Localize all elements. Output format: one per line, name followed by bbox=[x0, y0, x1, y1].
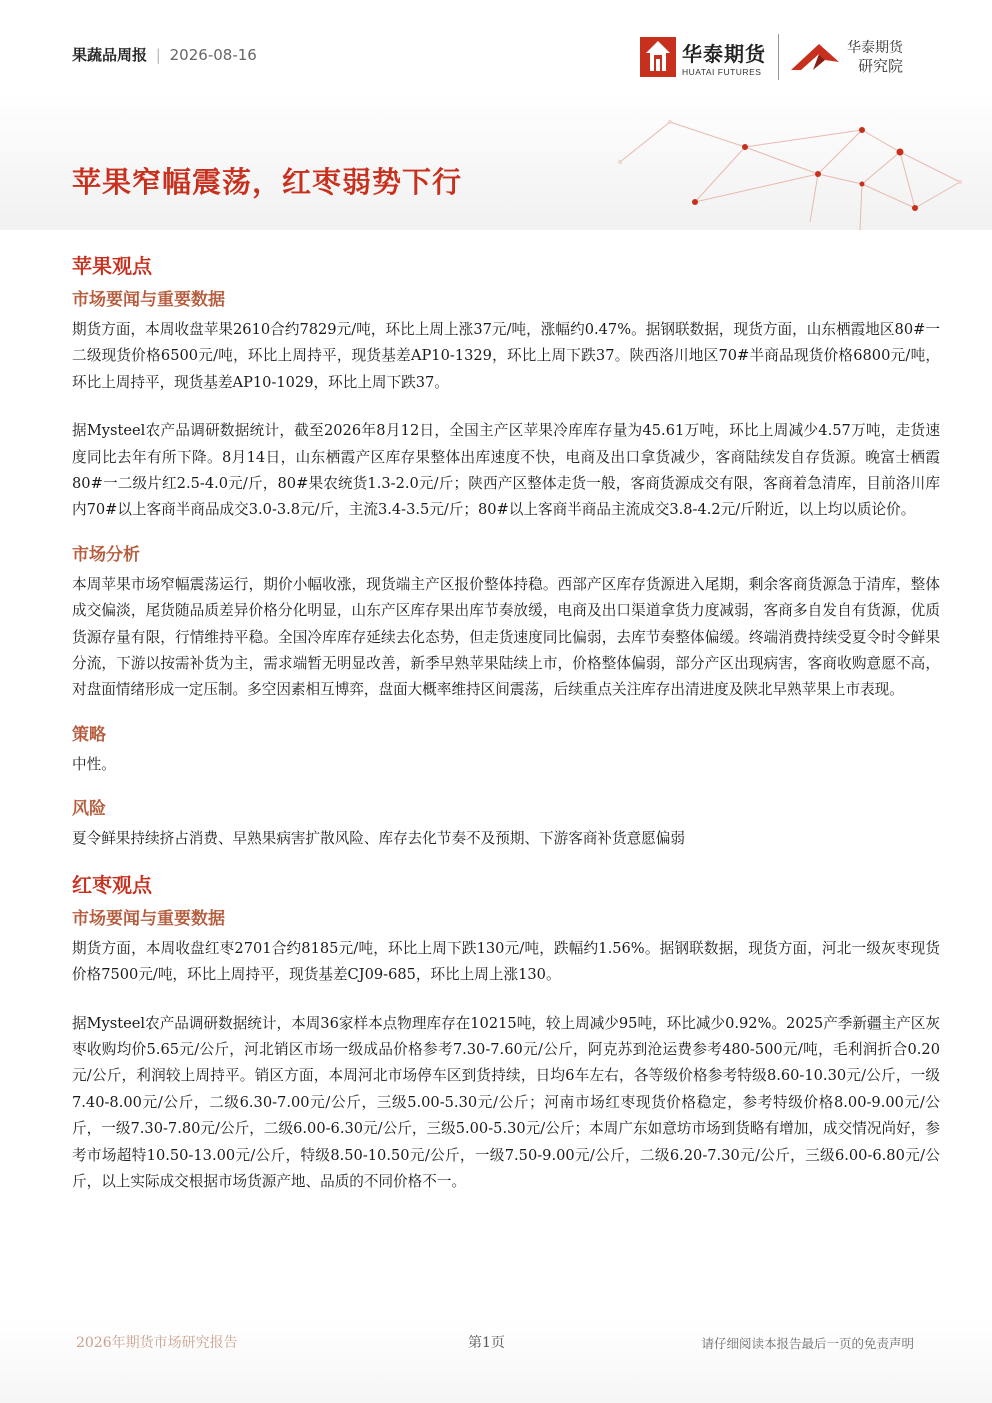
institute-line1: 华泰期货 bbox=[847, 40, 903, 56]
header-separator: | bbox=[155, 46, 161, 64]
brand-name-cn: 华泰期货 bbox=[682, 41, 766, 66]
apple-news-heading: 市场要闻与重要数据 bbox=[72, 290, 225, 310]
jujube-news-heading: 市场要闻与重要数据 bbox=[72, 908, 225, 929]
report-date: 2026-08-16 bbox=[169, 46, 257, 64]
report-header bbox=[72, 44, 257, 65]
apple-news-paragraph-2: 据Mysteel农产品调研数据统计，截至2026年8月12日，全国主产区苹果冷库库存量为45.61万吨，环比上周减少4.57万吨，走货速度同比去年有所下降。8月14日，山东栖霞产区库存果整体出库速度不快，电商及出口拿货减少，客商陆续发自存货源。晚富士栖霞80#一二级片红2.5-4.0元/斤，80#果农统货1.3-2.0元/斤；陕西产区整体走货一般，客商货源成交有限，客商着急清库，目前洛川库内70#以上客商半商品成交3.0-3.8元/斤，主流3.4-3.5元/斤；80#以上客商半商品主流成交3.8-4.2元/斤附近，以上均以质论价。 bbox=[72, 422, 940, 519]
jujube-section-heading: 红枣观点 bbox=[72, 872, 152, 897]
jujube-news-paragraph-2: 据Mysteel农产品调研数据统计，本周36家样本点物理库存在10215吨，较上周减少95吨，环比减少0.92%。2025产季新疆主产区灰枣收购均价5.65元/公斤，河北销区市场一级成品价格参考7.30-7.60元/公斤，阿克苏到沧运费参考480-500元/吨，毛利润折合0.20元/公斤，利润较上周持平。销区方面，本周河北市场停车区到货持续，日均6车左右，各等级价格参考特级8.60-10.30元/公斤，一级7.40-8.00元/公斤，二级6.30-7.00元/公斤，三级5.00-5.30元/公斤；河南市场红枣现货价格稳定，参考特级价格8.00-9.00元/公斤，一级7.30-7.80元/公斤，二级6.00-6.30元/公斤，三级5.00-5.30元/公斤；本周广东如意坊市场到货略有增加，成交情况尚好，参考市场超特10.50-13.00元/公斤，特级8.50-10.50元/公斤，一级7.50-9.00元/公斤，二级6.20-7.30元/公斤，三级6.00-6.80元/公斤，以上实际成交根据市场货源产地、品质的不同价格不一。 bbox=[72, 1014, 940, 1190]
apple-analysis-heading: 市场分析 bbox=[72, 544, 140, 565]
page-footer bbox=[0, 1318, 992, 1403]
apple-news-paragraph-1: 期货方面，本周收盘苹果2610合约7829元/吨，环比上周上涨37元/吨，涨幅约0.47%。据钢联数据，现货方面，山东栖霞地区80#一二级现货价格6500元/吨，环比上周持平，现货基差AP10-1329，环比上周下跌37。陕西洛川地区70#半商品现货价格6800元/吨，环比上周持平，现货基差AP10-1029，环比上周下跌37。 bbox=[72, 321, 940, 391]
report-body bbox=[72, 252, 940, 1195]
institute-logo bbox=[789, 39, 903, 75]
apple-strategy-text: 中性。 bbox=[72, 755, 116, 773]
apple-risk-text: 夏令鲜果持续挤占消费、早熟果病害扩散风险、库存去化节奏不及预期、下游客商补货意愿偏弱 bbox=[72, 830, 685, 848]
footer-report-title: 2026年期货市场研究报告 bbox=[76, 1335, 238, 1351]
apple-strategy-heading: 策略 bbox=[72, 724, 106, 745]
brand-logo bbox=[640, 34, 903, 80]
network-graphic-icon bbox=[560, 92, 992, 230]
institute-mark-icon bbox=[789, 40, 841, 74]
apple-analysis-paragraph: 本周苹果市场窄幅震荡运行，期价小幅收涨，现货端主产区报价整体持稳。西部产区库存货源进入尾期，剩余客商货源急于清库，整体成交偏淡，尾货随品质差异价格分化明显，山东产区库存果出库节奏放缓，电商及出口渠道拿货力度减弱，客商多自发自有货源，优质货源存量有限，行情维持平稳。全国冷库库存延续去化态势，但走货速度同比偏弱，去库节奏整体偏缓。终端消费持续受夏令时令鲜果分流，下游以按需补货为主，需求端暂无明显改善，新季早熟苹果陆续上市，价格整体偏弱，部分产区出现病害，客商收购意愿不高，对盘面情绪形成一定压制。多空因素相互博弈，盘面大概率维持区间震荡，后续重点关注库存出清进度及陕北早熟苹果上市表现。 bbox=[72, 575, 940, 699]
jujube-news-paragraph-1: 期货方面，本周收盘红枣2701合约8185元/吨，环比上周下跌130元/吨，跌幅约1.56%。据钢联数据，现货方面，河北一级灰枣现货价格7500元/吨，环比上周持平，现货基差CJ09-685，环比上周上涨130。 bbox=[72, 939, 940, 984]
page-title: 苹果窄幅震荡，红枣弱势下行 bbox=[72, 165, 463, 199]
report-name: 果蔬品周报 bbox=[72, 46, 148, 64]
apple-risk-heading: 风险 bbox=[72, 799, 106, 820]
logo-divider bbox=[778, 34, 779, 80]
huatai-logo-icon bbox=[640, 37, 676, 77]
disclaimer-note: 请仔细阅读本报告最后一页的免责声明 bbox=[701, 1336, 914, 1351]
page-number: 第1页 bbox=[468, 1335, 505, 1351]
brand-name-en: HUATAI FUTURES bbox=[682, 66, 762, 77]
apple-section-heading: 苹果观点 bbox=[72, 254, 152, 278]
institute-line2: 研究院 bbox=[857, 57, 903, 75]
